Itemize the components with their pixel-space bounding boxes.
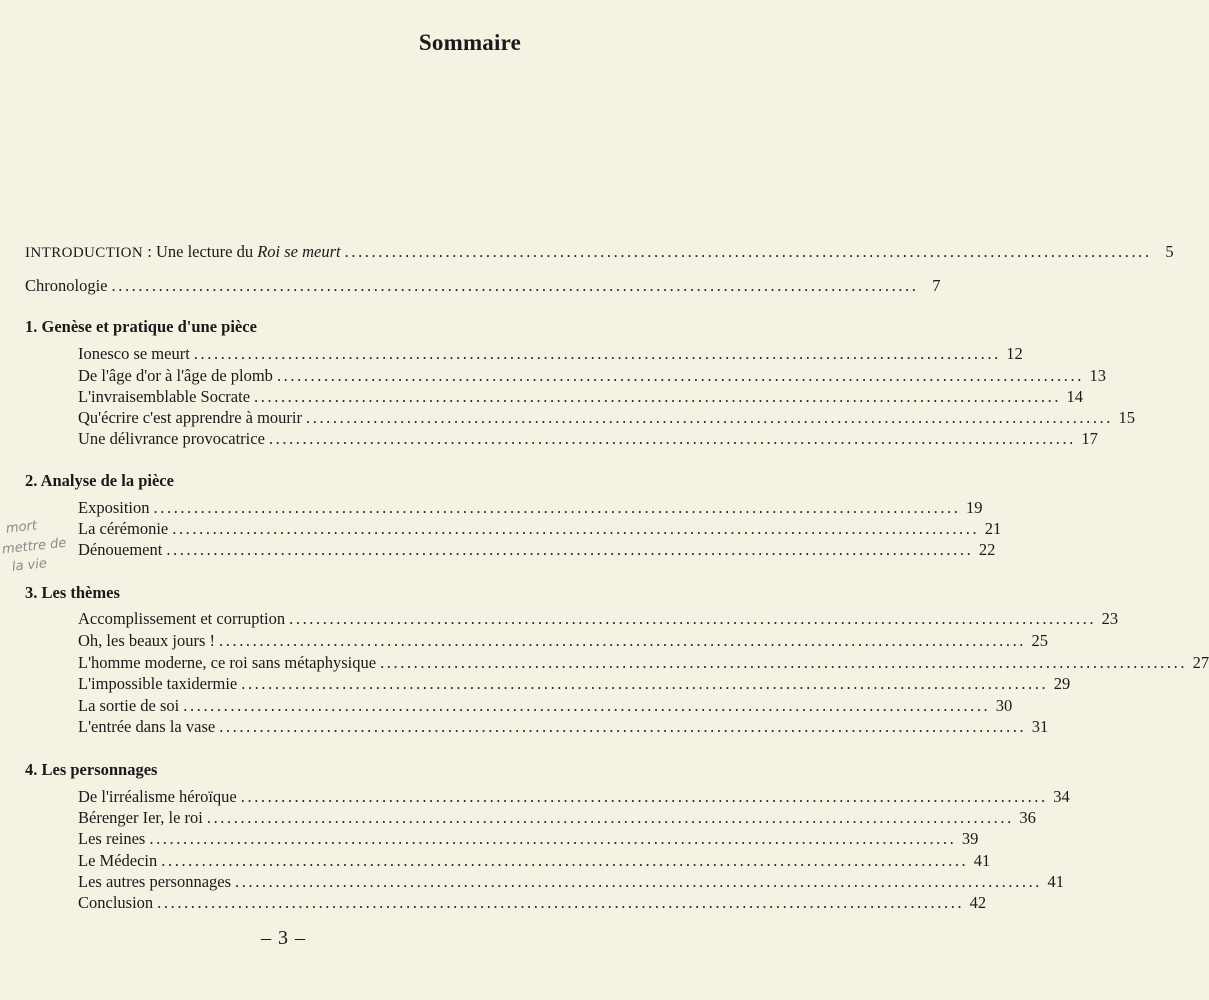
toc-entry-label: Bérenger Ier, le roi	[78, 808, 203, 827]
toc-entry[interactable]	[78, 893, 987, 913]
toc-entry-page: 41	[973, 851, 991, 870]
section-heading-4: 4. Les personnages	[25, 760, 158, 779]
toc-entry-label: Oh, les beaux jours !	[78, 631, 216, 650]
section-heading-3: 3. Les thèmes	[25, 583, 120, 602]
toc-entry-page: 41	[1047, 872, 1065, 891]
toc-entry[interactable]	[78, 408, 1135, 428]
handwritten-note-line-3: la vie	[11, 556, 48, 575]
toc-entry-page: 12	[1006, 344, 1023, 363]
toc-entry[interactable]	[78, 366, 1106, 386]
dot-leader: ........................................................................................................................	[289, 609, 1097, 628]
toc-entry-page: 23	[1101, 609, 1119, 628]
toc-entry-label: Chronologie	[25, 276, 108, 295]
dot-leader: ........................................................................................................................	[157, 893, 965, 912]
toc-entry-label: Dénouement	[78, 540, 163, 559]
toc-entry[interactable]	[78, 717, 1049, 737]
toc-entry-chronologie[interactable]	[25, 276, 941, 296]
toc-entry[interactable]	[78, 787, 1070, 807]
dot-leader: ........................................................................................................................	[193, 344, 1001, 363]
toc-entry-label: De l'âge d'or à l'âge de plomb	[78, 366, 273, 385]
dot-leader: ........................................................................................................................	[153, 498, 961, 517]
dot-leader: ........................................................................................................................	[166, 540, 974, 559]
toc-entry[interactable]	[78, 631, 1049, 651]
toc-entry-label: Accomplissement et corruption	[78, 609, 286, 628]
dot-leader: ........................................................................................................................	[111, 276, 919, 295]
dot-leader: ........................................................................................................................	[219, 631, 1027, 650]
toc-entry[interactable]	[78, 498, 983, 518]
toc-entry-page: 31	[1031, 717, 1049, 736]
toc-entry-label: L'entrée dans la vase	[78, 717, 216, 736]
toc-entry-label: Qu'écrire c'est apprendre à mourir	[78, 408, 302, 427]
toc-entry[interactable]	[78, 429, 1098, 449]
toc-entry[interactable]	[78, 696, 1013, 716]
dot-leader: ........................................................................................................................	[149, 829, 957, 848]
toc-entry-label: L'homme moderne, ce roi sans métaphysique	[78, 653, 377, 672]
dot-leader: ........................................................................................................................	[240, 787, 1048, 806]
toc-entry-label: La cérémonie	[78, 519, 169, 538]
toc-entry-page: 17	[1081, 429, 1098, 448]
dot-leader: ........................................................................................................................	[344, 242, 1152, 261]
toc-entry[interactable]	[78, 829, 979, 849]
toc-entry[interactable]	[78, 609, 1119, 629]
handwritten-note-line-1: mort	[5, 518, 38, 537]
toc-entry-label: Le Médecin	[78, 851, 158, 870]
toc-entry[interactable]	[78, 344, 1023, 364]
toc-entry-page: 34	[1053, 787, 1070, 806]
toc-entry-page: 5	[1165, 242, 1174, 261]
toc-entry-page: 30	[995, 696, 1013, 715]
toc-entry-page: 27	[1192, 653, 1209, 672]
toc-entry[interactable]	[78, 674, 1071, 694]
toc-entry-page: 7	[932, 276, 941, 295]
dot-leader: ........................................................................................................................	[241, 674, 1049, 693]
toc-entry-page: 22	[978, 540, 996, 559]
toc-entry-page: 14	[1066, 387, 1084, 406]
dot-leader: ........................................................................................................................	[268, 429, 1076, 448]
toc-entry[interactable]	[78, 872, 1065, 892]
dot-leader: ........................................................................................................................	[276, 366, 1084, 385]
dot-leader: ........................................................................................................................	[235, 872, 1043, 891]
toc-entry-label: L'invraisemblable Socrate	[78, 387, 251, 406]
handwritten-note-line-2: mettre de	[1, 535, 68, 558]
dot-leader: ........................................................................................................................	[219, 717, 1027, 736]
toc-entry-label: INTRODUCTION : Une lecture du Roi se meurt	[25, 242, 341, 261]
toc-entry-label: Les reines	[78, 829, 146, 848]
toc-entry-label: Les autres personnages	[78, 872, 232, 891]
toc-entry-page: 36	[1019, 808, 1036, 827]
toc-entry[interactable]	[78, 519, 1002, 539]
toc-entry-page: 13	[1089, 366, 1106, 385]
toc-entry[interactable]	[78, 540, 996, 560]
toc-entry-page: 29	[1053, 674, 1071, 693]
toc-entry[interactable]	[78, 808, 1036, 828]
toc-entry-label: Une délivrance provocatrice	[78, 429, 265, 448]
dot-leader: ........................................................................................................................	[380, 653, 1188, 672]
toc-entry-introduction[interactable]	[25, 242, 1174, 263]
toc-entry-label: Ionesco se meurt	[78, 344, 190, 363]
toc-entry-page: 19	[966, 498, 983, 517]
toc-entry-label: Exposition	[78, 498, 150, 517]
section-heading-2: 2. Analyse de la pièce	[25, 471, 174, 490]
toc-entry-label: L'impossible taxidermie	[78, 674, 238, 693]
section-heading-1: 1. Genèse et pratique d'une pièce	[25, 317, 257, 336]
dot-leader: ........................................................................................................................	[161, 851, 969, 870]
toc-entry[interactable]	[78, 851, 991, 871]
toc-entry-page: 39	[961, 829, 979, 848]
toc-entry-label: De l'irréalisme héroïque	[78, 787, 237, 806]
dot-leader: ........................................................................................................................	[306, 408, 1113, 427]
dot-leader: ........................................................................................................................	[254, 387, 1062, 406]
page-title: Sommaire	[418, 30, 521, 55]
page-number: – 3 –	[261, 927, 306, 949]
dot-leader: ........................................................................................................................	[206, 808, 1014, 827]
toc-entry[interactable]	[78, 653, 1209, 673]
toc-entry-page: 15	[1118, 408, 1135, 427]
dot-leader: ........................................................................................................................	[172, 519, 980, 538]
toc-entry-page: 25	[1031, 631, 1049, 650]
toc-entry-page: 21	[984, 519, 1002, 538]
dot-leader: ........................................................................................................................	[183, 696, 991, 715]
toc-entry-label: La sortie de soi	[78, 696, 180, 715]
toc-entry[interactable]	[78, 387, 1084, 407]
toc-entry-label: Conclusion	[78, 893, 154, 912]
toc-entry-page: 42	[969, 893, 987, 912]
